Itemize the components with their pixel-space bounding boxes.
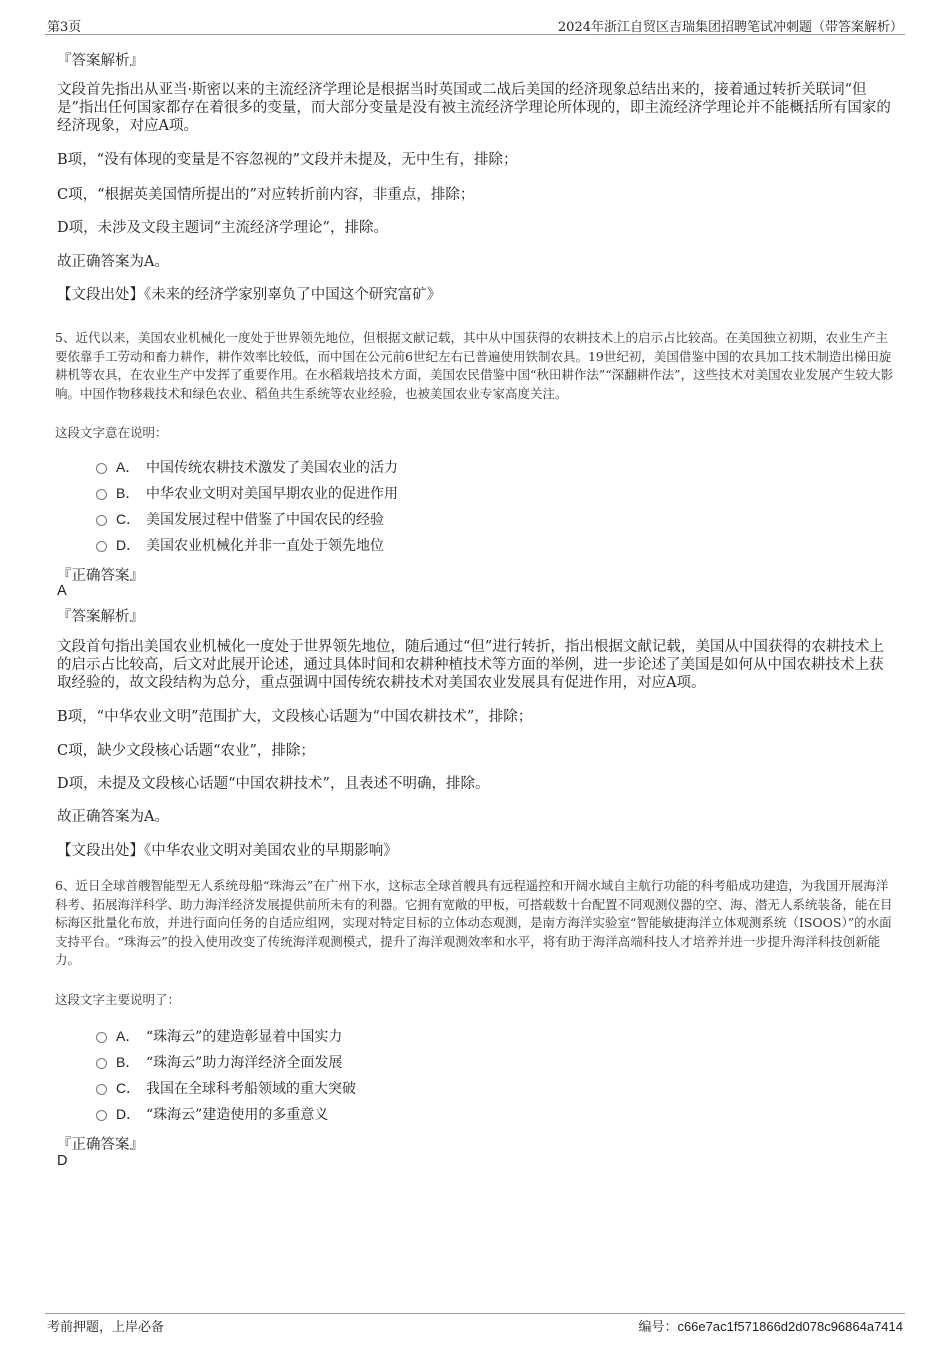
q5-option-b[interactable]: B． 中华农业文明对美国早期农业的促进作用	[96, 483, 398, 503]
q4-option-b-note: B项，“没有体现的变量是不容忽视的”文段并未提及，无中生有，排除；	[57, 152, 518, 168]
q4-option-d-note: D项，未涉及文段主题词“主流经济学理论”，排除。	[57, 220, 388, 236]
document-code: 编号：c66e7ac1f571866d2d078c96864a7414	[638, 1319, 903, 1334]
q5-prompt: 这段文字意在说明：	[55, 425, 168, 440]
q5-option-d-note: D项，未提及文段核心话题“中国农耕技术”，且表述不明确，排除。	[57, 776, 490, 792]
radio-icon[interactable]	[96, 1058, 107, 1069]
radio-icon[interactable]	[96, 463, 107, 474]
q5-option-a[interactable]: A． 中国传统农耕技术激发了美国农业的活力	[96, 457, 398, 477]
radio-icon[interactable]	[96, 1110, 107, 1121]
q6-answer: D	[57, 1153, 68, 1169]
radio-icon[interactable]	[96, 489, 107, 500]
radio-icon[interactable]	[96, 541, 107, 552]
q6-option-d[interactable]: D． “珠海云”建造使用的多重意义	[96, 1104, 328, 1124]
q4-conclusion: 故正确答案为A。	[57, 254, 169, 270]
q5-stem: 5、近代以来，美国农业机械化一度处于世界领先地位，但根据文献记载，其中从中国获得的农耕技术上的启示占比较高。在美国独立初期，农业生产主要依靠手工劳动和畜力耕作，耕作效率比较低，而中国在公元前6世纪左右已普遍使用铁制农具。19世纪初，美国借鉴中国的农具加工技术制造出梯田旋耕机等农具，在农业生产中发挥了重要作用。在水稻栽培技术方面，美国农民借鉴中国“秋田耕作法”“深翻耕作法”，这些技术对美国农业发展产生较大影响。中国作物移栽技术和绿色农业、稻鱼共生系统等农业经验，也被美国农业专家高度关注。	[55, 330, 894, 401]
q4-option-c-note: C项，“根据英美国情所提出的”对应转折前内容，非重点，排除；	[57, 187, 475, 203]
q5-correct-label: 『正确答案』	[57, 568, 144, 584]
q6-option-c[interactable]: C． 我国在全球科考船领域的重大突破	[96, 1078, 356, 1098]
q5-option-c-note: C项，缺少文段核心话题“农业”，排除；	[57, 743, 315, 759]
q6-prompt: 这段文字主要说明了：	[55, 992, 181, 1007]
footer-slogan: 考前押题，上岸必备	[47, 1320, 165, 1335]
q6-stem: 6、近日全球首艘智能型无人系统母船“珠海云”在广州下水，这标志全球首艘具有远程遥控和开阔水域自主航行功能的科考船成功建造，为我国开展海洋科考、拓展海洋科学、助力海洋经济发展提供前所未有的利器。它拥有宽敞的甲板，可搭载数十台配置不同观测仪器的空、海、潜无人系统装备，能在目标海区批量化布放，并进行面向任务的自适应组网，实现对特定目标的立体动态观测，是南方海洋实验室“智能敏捷海洋立体观测系统（ISOOS）”的水面支持平台。“珠海云”的投入使用改变了传统海洋观测模式，提升了海洋观测效率和水平，将有助于海洋高端科技人才培养并进一步提升海洋科技创新能力。	[55, 878, 893, 967]
q5-option-d[interactable]: D． 美国农业机械化并非一直处于领先地位	[96, 535, 384, 555]
document-title: 2024年浙江自贸区吉瑞集团招聘笔试冲刺题（带答案解析）	[557, 20, 903, 35]
q5-option-c[interactable]: C． 美国发展过程中借鉴了中国农民的经验	[96, 509, 384, 529]
radio-icon[interactable]	[96, 1032, 107, 1043]
q5-answer: A	[57, 583, 67, 599]
page-number: 第3页	[47, 20, 82, 35]
q6-correct-label: 『正确答案』	[57, 1137, 144, 1153]
q5-analysis-label: 『答案解析』	[57, 609, 144, 625]
q5-option-b-note: B项，“中华农业文明”范围扩大，文段核心话题为“中国农耕技术”，排除；	[57, 709, 533, 725]
q4-analysis-label: 『答案解析』	[57, 53, 144, 69]
radio-icon[interactable]	[96, 515, 107, 526]
page-footer	[45, 1313, 905, 1335]
q4-analysis: 文段首先指出从亚当·斯密以来的主流经济学理论是根据当时英国或二战后美国的经济现象总结出来的，接着通过转折关联词“但是”指出任何国家都存在着很多的变量，而大部分变量是没有被主流经济学理论所体现的，即主流经济学理论并不能概括所有国家的经济现象，对应A项。	[57, 82, 891, 134]
q6-option-a[interactable]: A． “珠海云”的建造彰显着中国实力	[96, 1026, 342, 1046]
q5-conclusion: 故正确答案为A。	[57, 809, 169, 825]
q5-source: 【文段出处】《中华农业文明对美国农业的早期影响》	[57, 843, 398, 859]
radio-icon[interactable]	[96, 1084, 107, 1095]
q6-option-b[interactable]: B． “珠海云”助力海洋经济全面发展	[96, 1052, 342, 1072]
page-header	[45, 14, 905, 35]
q4-source: 【文段出处】《未来的经济学家别辜负了中国这个研究富矿》	[57, 287, 442, 303]
q5-analysis: 文段首句指出美国农业机械化一度处于世界领先地位，随后通过“但”进行转折，指出根据文献记载，美国从中国获得的农耕技术上的启示占比较高，后文对此展开论述，通过具体时间和农耕种植技术等方面的举例，进一步论述了美国是如何从中国农耕技术上获取经验的，故文段结构为总分，重点强调中国传统农耕技术对美国农业发展具有促进作用，对应A项。	[57, 639, 884, 691]
